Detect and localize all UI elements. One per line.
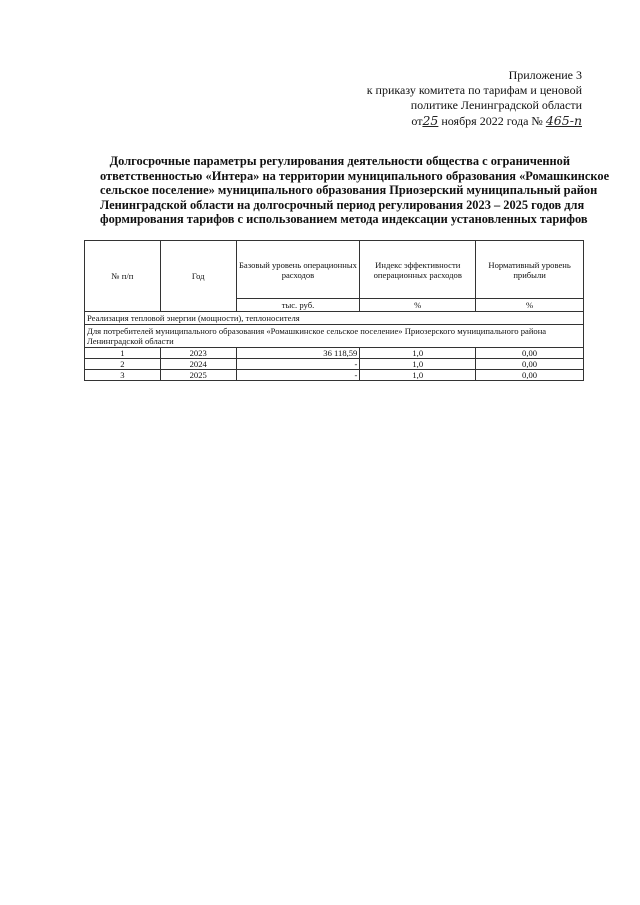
section-row bbox=[85, 325, 584, 348]
appendix-block bbox=[352, 68, 582, 129]
section-consumers: Для потребителей муниципального образования «Ромашкинское сельское поселение» Приозерского муниципального района Ленинградской области bbox=[85, 325, 584, 348]
header-number: № п/п bbox=[85, 241, 161, 312]
cell-year: 2023 bbox=[160, 348, 236, 359]
header-efficiency-index: Индекс эффективности операционных расходов bbox=[360, 241, 476, 299]
cell-base: 36 118,59 bbox=[236, 348, 360, 359]
header-year: Год bbox=[160, 241, 236, 312]
header-row bbox=[85, 241, 584, 299]
title-line: ответственностью «Интера» на территории муниципального образования «Ромашкинское bbox=[100, 168, 610, 183]
date-prefix: от bbox=[411, 114, 423, 128]
appendix-date-line bbox=[352, 113, 582, 129]
cell-year: 2024 bbox=[160, 359, 236, 370]
cell-index: 1,0 bbox=[360, 370, 476, 381]
appendix-order-ref: к приказу комитета по тарифам и ценовой bbox=[366, 83, 582, 97]
cell-number: 2 bbox=[85, 359, 161, 370]
parameters-table bbox=[84, 240, 584, 381]
cell-index: 1,0 bbox=[360, 348, 476, 359]
cell-profit: 0,00 bbox=[476, 359, 584, 370]
table-row bbox=[85, 370, 584, 381]
table-row bbox=[85, 348, 584, 359]
date-month-year: ноября 2022 года № bbox=[441, 114, 543, 128]
title-line: Долгосрочные параметры регулирования деятельности общества с ограниченной bbox=[109, 154, 570, 168]
cell-index: 1,0 bbox=[360, 359, 476, 370]
cell-profit: 0,00 bbox=[476, 348, 584, 359]
cell-number: 1 bbox=[85, 348, 161, 359]
cell-number: 3 bbox=[85, 370, 161, 381]
handwritten-day: 25 bbox=[422, 113, 439, 128]
cell-year: 2025 bbox=[160, 370, 236, 381]
section-row bbox=[85, 312, 584, 325]
handwritten-order-number: 465-п bbox=[545, 113, 582, 128]
cell-base: - bbox=[236, 370, 360, 381]
unit-index: % bbox=[360, 299, 476, 312]
document-title bbox=[100, 154, 610, 227]
header-base-level: Базовый уровень операционных расходов bbox=[236, 241, 360, 299]
table-row bbox=[85, 359, 584, 370]
unit-profit: % bbox=[476, 299, 584, 312]
appendix-committee: политике Ленинградской области bbox=[410, 98, 582, 112]
cell-profit: 0,00 bbox=[476, 370, 584, 381]
header-profit-level: Нормативный уровень прибыли bbox=[476, 241, 584, 299]
cell-base: - bbox=[236, 359, 360, 370]
appendix-title: Приложение 3 bbox=[508, 68, 582, 82]
section-heat-supply: Реализация тепловой энергии (мощности), теплоносителя bbox=[85, 312, 584, 325]
title-line: формирования тарифов с использованием метода индексации установленных тарифов bbox=[100, 212, 588, 226]
title-line: сельское поселение» муниципального образования Приозерский муниципальный район bbox=[100, 183, 598, 197]
unit-base: тыс. руб. bbox=[236, 299, 360, 312]
title-line: Ленинградской области на долгосрочный период регулирования 2023 – 2025 годов для bbox=[100, 197, 585, 212]
